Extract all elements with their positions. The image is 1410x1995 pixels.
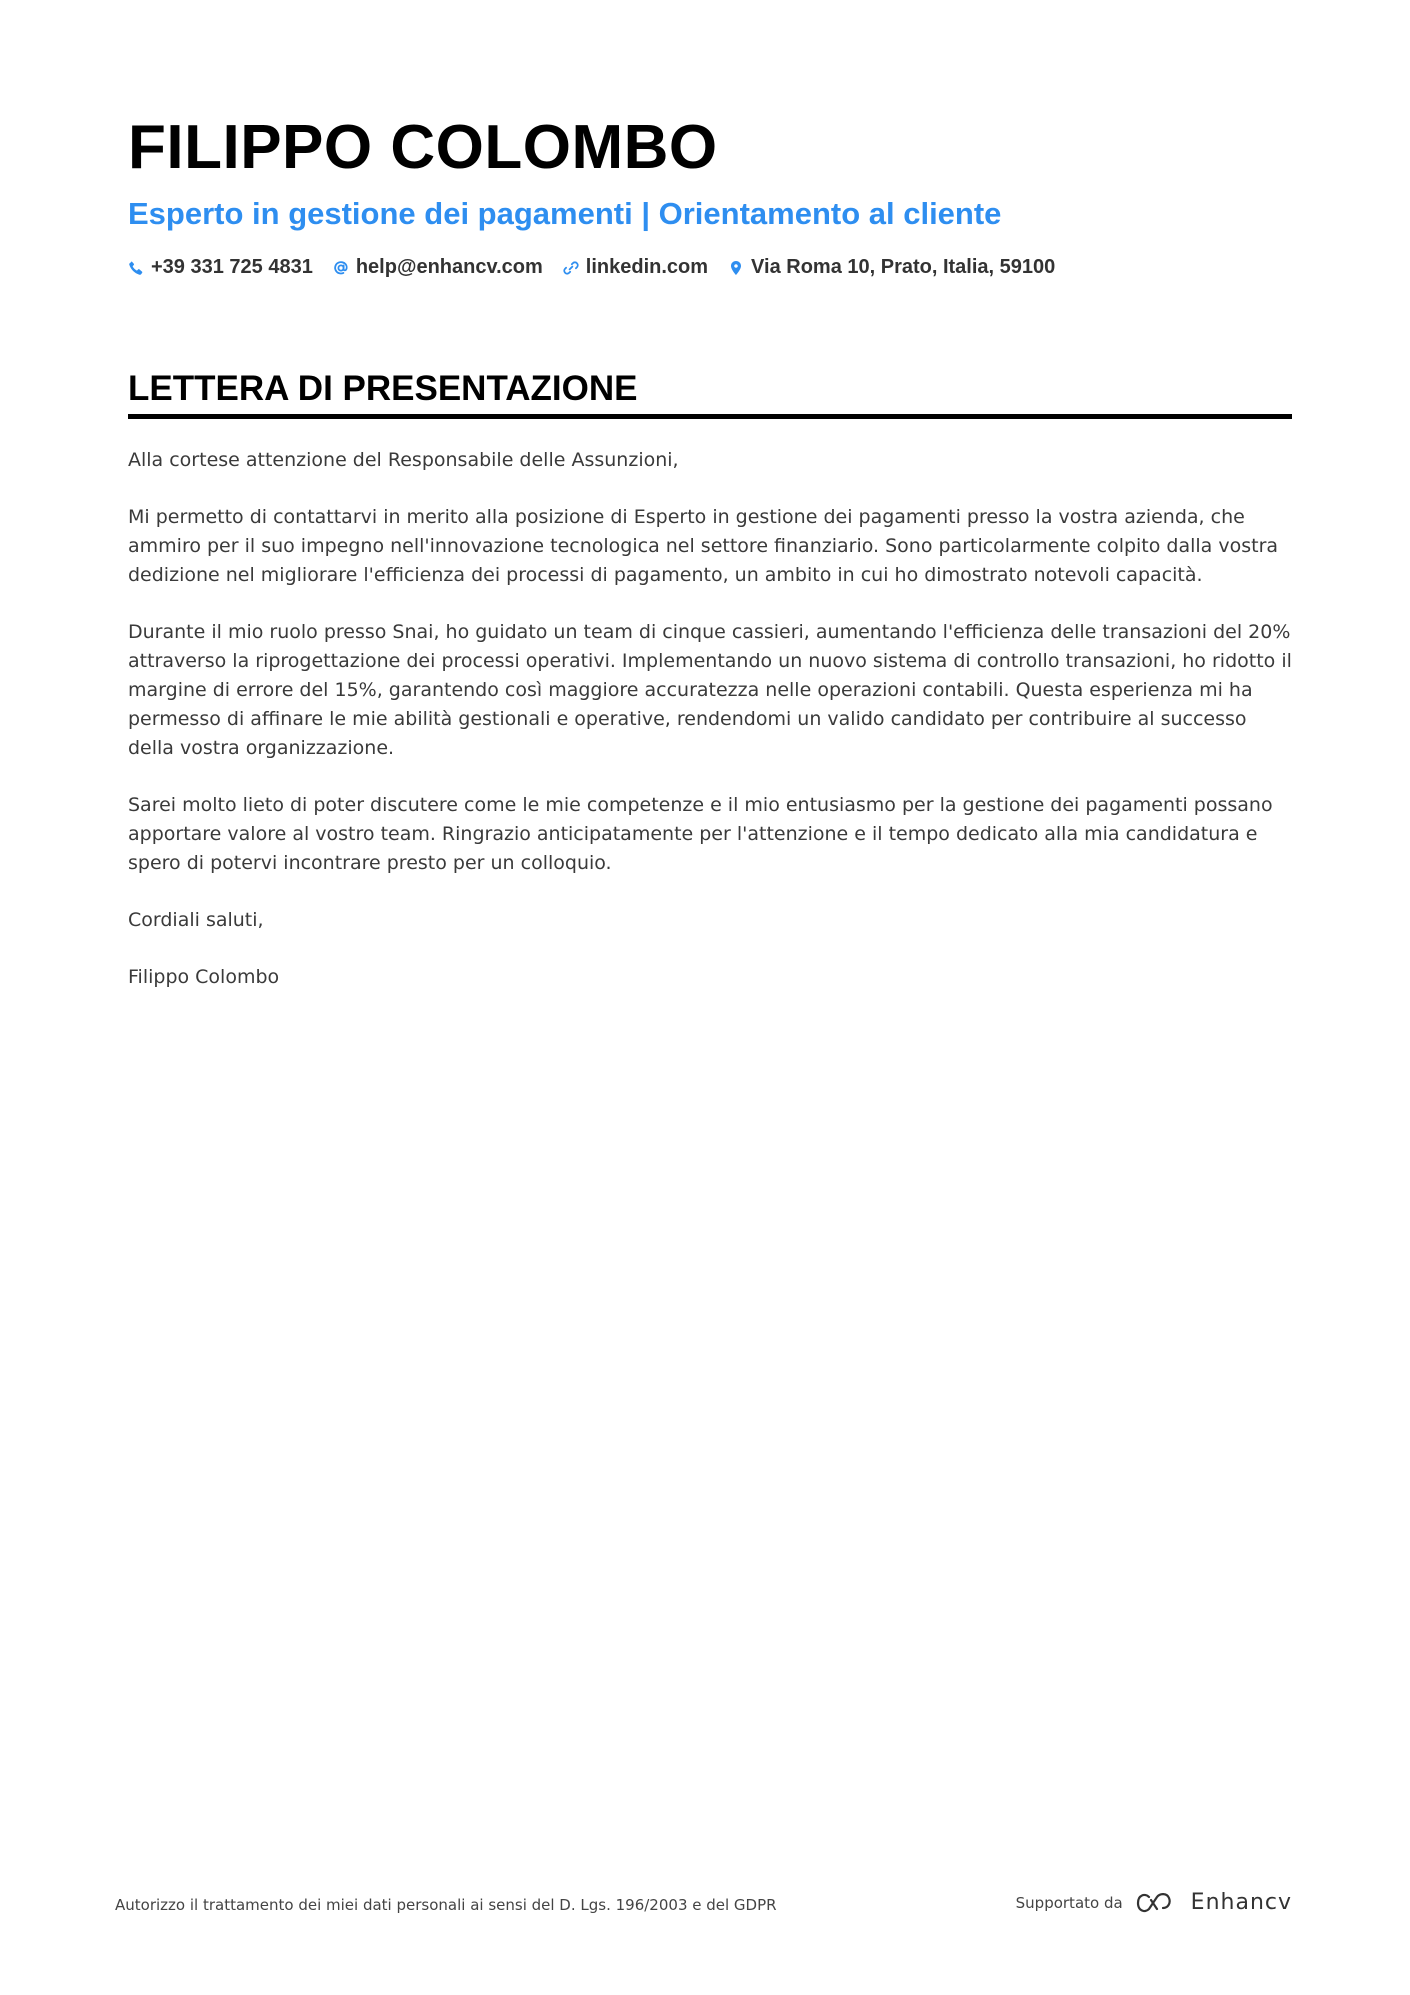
location-pin-icon	[728, 260, 744, 276]
candidate-title: Esperto in gestione dei pagamenti | Orientamento al cliente	[128, 196, 1002, 231]
letter-body	[128, 446, 1292, 992]
contact-email[interactable]	[333, 256, 543, 279]
consent-note: Autorizzo il trattamento dei miei dati personali ai sensi del D. Lgs. 196/2003 e del GDPR	[115, 1896, 777, 1914]
powered-by-label: Supportato da	[1015, 1893, 1123, 1912]
phone-icon	[128, 260, 144, 276]
contact-phone	[128, 256, 313, 279]
section-title: LETTERA DI PRESENTAZIONE	[128, 369, 638, 408]
letter-paragraph-2: Durante il mio ruolo presso Snai, ho guidato un team di cinque cassieri, aumentando l'efficienza delle transazioni del 20% attraverso la riprogettazione dei processi operativi. Implementando un nuovo sistema di controllo transazioni, ho ridotto il margine di errore del 15%, garantendo così maggiore accuratezza nelle operazioni contabili. Questa esperienza mi ha permesso di affinare le mie abilità gestionali e operative, rendendomi un valido candidato per contribuire al successo della vostra organizzazione.	[128, 621, 1292, 759]
enhancv-logo-icon	[1135, 1891, 1181, 1915]
contact-address	[728, 256, 1055, 279]
letter-paragraph-1: Mi permetto di contattarvi in merito alla posizione di Esperto in gestione dei pagamenti presso la vostra azienda, che ammiro per il suo impegno nell'innovazione tecnologica nel settore finanziario. Sono particolarmente colpito dalla vostra dedizione nel migliorare l'efficienza dei processi di pagamento, un ambito in cui ho dimostrato notevoli capacità.	[128, 506, 1279, 586]
at-icon	[333, 260, 349, 276]
letter-signature: Filippo Colombo	[128, 966, 280, 988]
contact-linkedin-text[interactable]: linkedin.com	[585, 256, 709, 278]
contact-info	[128, 256, 1292, 279]
contact-email-text[interactable]: help@enhancv.com	[355, 256, 543, 278]
letter-salutation: Alla cortese attenzione del Responsabile delle Assunzioni,	[128, 449, 679, 471]
contact-linkedin[interactable]	[563, 256, 708, 279]
candidate-name: FILIPPO COLOMBO	[128, 113, 718, 182]
powered-by[interactable]	[1016, 1890, 1292, 1915]
section-divider	[128, 414, 1292, 419]
contact-address-text: Via Roma 10, Prato, Italia, 59100	[751, 256, 1056, 278]
brand-name: Enhancv	[1190, 1890, 1292, 1915]
link-icon	[563, 260, 579, 276]
brand-logo[interactable]	[1135, 1890, 1292, 1915]
cover-letter-section	[128, 368, 1292, 1020]
letter-paragraph-3: Sarei molto lieto di poter discutere come le mie competenze e il mio entusiasmo per la gestione dei pagamenti possano apportare valore al vostro team. Ringrazio anticipatamente per l'attenzione e il tempo dedicato alla mia candidatura e spero di potervi incontrare presto per un colloquio.	[128, 794, 1273, 874]
letter-closing: Cordiali saluti,	[128, 909, 264, 931]
header	[128, 112, 1292, 279]
contact-phone-text: +39 331 725 4831	[151, 256, 313, 278]
